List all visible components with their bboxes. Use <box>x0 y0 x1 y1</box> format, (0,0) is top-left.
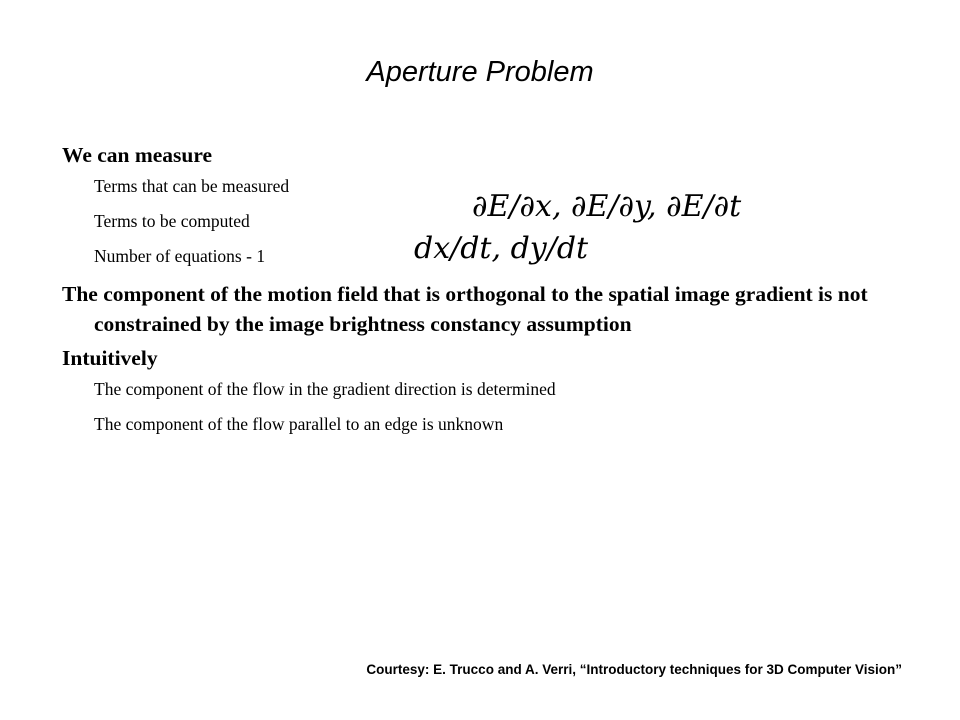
formula-measured-derivatives: ∂E/∂x, ∂E/∂y, ∂E/∂t <box>472 189 742 224</box>
sub-bullet-computed-terms: Terms to be computed <box>94 211 250 231</box>
slide-title: Aperture Problem <box>366 56 594 88</box>
slide-body <box>62 140 922 447</box>
bullet-we-can-measure: We can measure <box>62 143 213 167</box>
sub-bullet-parallel-edge: The component of the flow parallel to an edge is unknown <box>94 414 504 434</box>
courtesy-citation: Courtesy: E. Trucco and A. Verri, “Introductory techniques for 3D Computer Vision” <box>366 662 902 677</box>
sub-bullet-gradient-direction: The component of the flow in the gradient direction is determined <box>94 379 556 399</box>
bullet-orthogonal-component: The component of the motion field that is orthogonal to the spatial image gradient is not constrained by the image brightness constancy assumption <box>62 282 868 336</box>
bullet-intuitively: Intuitively <box>62 346 158 370</box>
sub-bullet-equation-count: Number of equations - 1 <box>94 246 266 266</box>
formula-computed-velocities: dx/dt, dy/dt <box>414 231 589 266</box>
sub-bullet-measured-terms: Terms that can be measured <box>94 176 290 196</box>
